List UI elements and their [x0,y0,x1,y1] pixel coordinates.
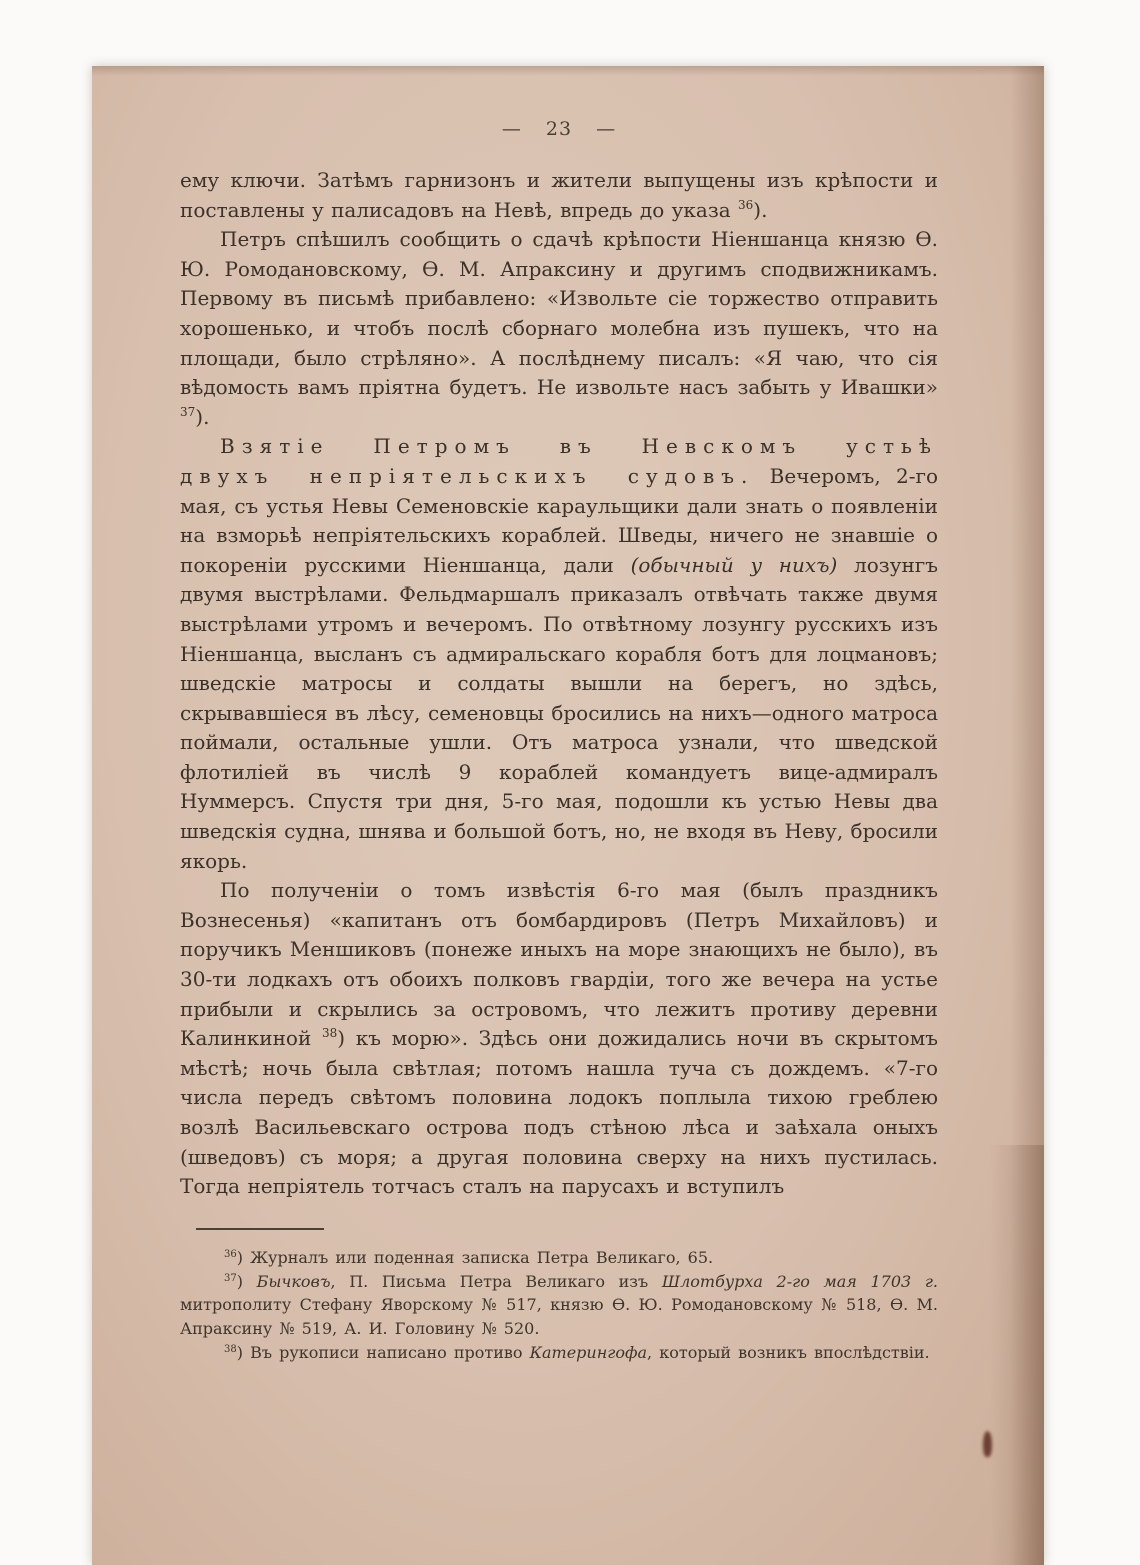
page-number-dash-right: — [596,118,617,140]
text-segment: ). [195,404,210,429]
page-number-value: 23 [545,118,573,140]
text-segment: ) Въ рукописи написано противо [236,1342,530,1362]
page-number-dash-left: — [501,118,522,140]
footnote-ref: 36 [738,197,754,212]
footnote-ref: 36 [224,1248,237,1260]
ink-stain [983,1431,992,1457]
footnote-ref: 37 [180,404,196,419]
text-segment: Взятіе Петромъ въ Невскомъ устьѣ двухъ непріятельскихъ судовъ. [180,434,938,488]
footnote-ref: 37 [224,1272,237,1284]
text-segment: , П. Письма Петра Великаго изъ [330,1271,662,1291]
text-segment: (обычный у нихъ) [630,552,838,577]
text-segment: митрополиту Стефану Яворскому № 517, князю Ѳ. Ю. Ромодановскому № 518, Ѳ. М. Апраксину № 519, А. И. Головину № 520. [180,1295,938,1339]
paragraph [180,876,938,1202]
binding-shadow-bottom [984,1145,1044,1565]
page-top-shade [92,66,1044,76]
page-body [180,166,938,1202]
footnotes-list [180,1246,938,1365]
text-segment: ). [753,197,768,222]
book-page [92,66,1044,1565]
text-segment: Бычковъ [256,1271,331,1291]
paragraph [180,432,938,876]
text-segment: Шлотбурха 2-го мая 1703 г. [661,1271,938,1291]
text-segment: ему ключи. Затѣмъ гарнизонъ и жители выпущены изъ крѣпости и поставлены у палисадовъ на Невѣ, впредь до указа [180,168,938,222]
footnote [180,1246,938,1270]
footnote [180,1270,938,1341]
text-segment: лозунгъ двумя выстрѣлами. Фельдмаршалъ приказалъ отвѣчать также двумя выстрѣлами утромъ и вечеромъ. По отвѣтному лозунгу русскихъ изъ Ніеншанца, высланъ съ адмиральскаго корабля ботъ для лоцмановъ; шведскіе матросы и солдаты вышли на берегъ, но здѣсь, скрывавшіеся въ лѣсу, семеновцы бросились на нихъ—одного матроса поймали, остальные ушли. Отъ матроса узнали, что шведской флотиліей въ числѣ 9 кораблей командуетъ вице-адмиралъ Нуммерсъ. Спустя три дня, 5-го мая, подошли къ устью Невы два шведскія судна, шнява и большой ботъ, но, не входя въ Неву, бросили якорь. [180,552,938,873]
text-segment: ) Журналъ или поденная записка Петра Великаго, 65. [236,1247,714,1267]
paragraph [180,225,938,432]
footnote-ref: 38 [322,1026,338,1041]
paragraph [180,166,938,225]
footnote-separator [196,1228,324,1230]
text-segment: Вечеромъ, 2-го мая, съ устья Невы Семеновскіе караульщики дали знать о появленіи на взморьѣ непріятельскихъ кораблей. Шведы, ничего не знавшіе о покореніи русскими Ніеншанца, дали [180,463,938,577]
text-segment: Катерингофа [529,1342,648,1362]
text-segment: Петръ спѣшилъ сообщить о сдачѣ крѣпости Ніеншанца князю Ѳ. Ю. Ромодановскому, Ѳ. М. Апраксину и другимъ сподвижникамъ. Первому въ письмѣ прибавлено: «Извольте сіе торжество отправить хорошенько, и чтобъ послѣ сборнаго молебна изъ пушекъ, что на площади, было стрѣляно». А послѣднему писалъ: «Я чаю, что сія вѣдомость вамъ пріятна будетъ. Не извольте насъ забыть у Ивашки» [180,227,938,400]
text-segment: , который возникъ впослѣдствіи. [647,1342,930,1362]
page-number [180,118,938,140]
text-segment: По полученіи о томъ извѣстія 6-го мая (былъ праздникъ Вознесенья) «капитанъ отъ бомбардировъ (Петръ Михайловъ) и поручикъ Меншиковъ (понеже иныхъ на море знающихъ не было), въ 30-ти лодкахъ отъ обоихъ полковъ гвардіи, того же вечера на устье прибыли и скрылись за островомъ, что лежитъ противу деревни Калинкиной [180,878,938,1051]
text-block [180,118,938,1365]
text-segment: ) къ морю». Здѣсь они дожидались ночи въ скрытомъ мѣстѣ; ночь была свѣтлая; потомъ нашла туча съ дождемъ. «7-го числа передъ свѣтомъ половина лодокъ поплыла тихою греблею возлѣ Васильевскаго острова подъ стѣною лѣса и заѣхала оныхъ (шведовъ) съ моря; а другая половина сверху на нихъ пустилась. Тогда непріятель тотчасъ сталъ на парусахъ и вступилъ [180,1026,939,1199]
footnote-ref: 38 [224,1343,237,1355]
footnote [180,1341,938,1365]
text-segment: ) [236,1271,257,1291]
